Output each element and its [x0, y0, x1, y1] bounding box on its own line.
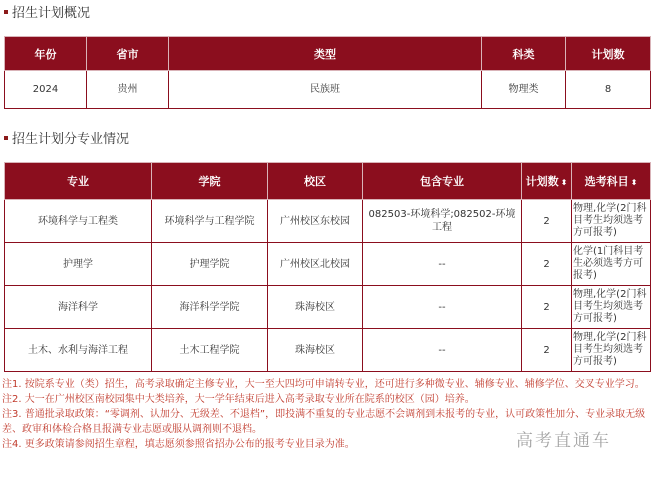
- col-header-included-majors[interactable]: 包含专业: [363, 163, 522, 200]
- square-bullet-icon: [4, 136, 8, 140]
- col-header-plan-count[interactable]: [522, 163, 572, 200]
- cell-major: 护理学: [5, 243, 152, 286]
- section-title-majors: [4, 131, 129, 149]
- cell-required-subjects: 物理,化学(2门科目考生均须选考方可报考): [572, 200, 651, 243]
- cell-campus: 广州校区北校园: [268, 243, 363, 286]
- sort-icon[interactable]: ⬍: [630, 178, 638, 187]
- majors-table: [4, 162, 651, 372]
- cell-campus: 广州校区东校园: [268, 200, 363, 243]
- col-header-college[interactable]: 学院: [152, 163, 268, 200]
- watermark: 高考直通车: [516, 431, 611, 451]
- col-header-campus[interactable]: 校区: [268, 163, 363, 200]
- table-row: [5, 243, 651, 286]
- cell-included-majors: 082503-环境科学;082502-环境工程: [363, 200, 522, 243]
- table-header-row: [5, 163, 651, 200]
- cell-major: 环境科学与工程类: [5, 200, 152, 243]
- square-bullet-icon: [4, 10, 8, 14]
- section-title-text: 招生计划分专业情况: [12, 132, 130, 147]
- cell-plan-count: 2: [522, 200, 572, 243]
- table-row: [5, 329, 651, 372]
- note-1: 注1. 按院系专业（类）招生，高考录取确定主修专业，大一至大四均可申请转专业，还可进行多种微专业、辅修专业、辅修学位、交叉专业学习。: [2, 379, 645, 390]
- col-header-category[interactable]: 科类: [482, 37, 566, 71]
- section-title-text: 招生计划概况: [12, 6, 91, 21]
- cell-included-majors: --: [363, 329, 522, 372]
- cell-category: 物理类: [482, 71, 566, 109]
- cell-college: 土木工程学院: [152, 329, 268, 372]
- cell-college: 海洋科学学院: [152, 286, 268, 329]
- table-header-row: [5, 37, 651, 71]
- cell-type: 民族班: [169, 71, 482, 109]
- cell-required-subjects: 物理,化学(2门科目考生均须选考方可报考): [572, 286, 651, 329]
- cell-plan-count: 2: [522, 329, 572, 372]
- col-header-province[interactable]: 省市: [87, 37, 169, 71]
- cell-college: 环境科学与工程学院: [152, 200, 268, 243]
- col-header-plan-count-label: 计划数: [525, 175, 559, 188]
- cell-included-majors: --: [363, 243, 522, 286]
- section-title-overview: [4, 5, 90, 23]
- col-header-subjects-label: 选考科目: [584, 175, 629, 188]
- table-row: [5, 286, 651, 329]
- cell-required-subjects: 化学(1门科目考生必须选考方可报考): [572, 243, 651, 286]
- cell-college: 护理学院: [152, 243, 268, 286]
- note-3: 注3. 普通批录取政策：“零调剂、认加分、无级差、不退档”，即投满不重复的专业志愿不会调剂到未报考的专业，认可政策性加分、专业录取无级差、政审和体检合格且报满专业志愿或服从调剂则不退档。: [2, 409, 646, 435]
- col-header-type[interactable]: 类型: [169, 37, 482, 71]
- col-header-major[interactable]: 专业: [5, 163, 152, 200]
- cell-plan-count: 8: [566, 71, 651, 109]
- cell-year: 2024: [5, 71, 87, 109]
- col-header-plan-count[interactable]: 计划数: [566, 37, 651, 71]
- col-header-year[interactable]: 年份: [5, 37, 87, 71]
- cell-included-majors: --: [363, 286, 522, 329]
- overview-table: [4, 36, 651, 109]
- cell-plan-count: 2: [522, 286, 572, 329]
- sort-icon[interactable]: ⬍: [560, 178, 568, 187]
- cell-major: 海洋科学: [5, 286, 152, 329]
- col-header-required-subjects[interactable]: [572, 163, 651, 200]
- cell-province: 贵州: [87, 71, 169, 109]
- note-2: 注2. 大一在广州校区南校园集中大类培养，大一学年结束后进入高考录取专业所在院系的校区（园）培养。: [2, 394, 475, 405]
- cell-campus: 珠海校区: [268, 286, 363, 329]
- cell-major: 土木、水利与海洋工程: [5, 329, 152, 372]
- table-row: [5, 200, 651, 243]
- table-row: [5, 71, 651, 109]
- cell-plan-count: 2: [522, 243, 572, 286]
- note-4: 注4. 更多政策请参阅招生章程，填志愿须参照省招办公布的报考专业目录为准。: [2, 439, 355, 450]
- cell-required-subjects: 物理,化学(2门科目考生均须选考方可报考): [572, 329, 651, 372]
- cell-campus: 珠海校区: [268, 329, 363, 372]
